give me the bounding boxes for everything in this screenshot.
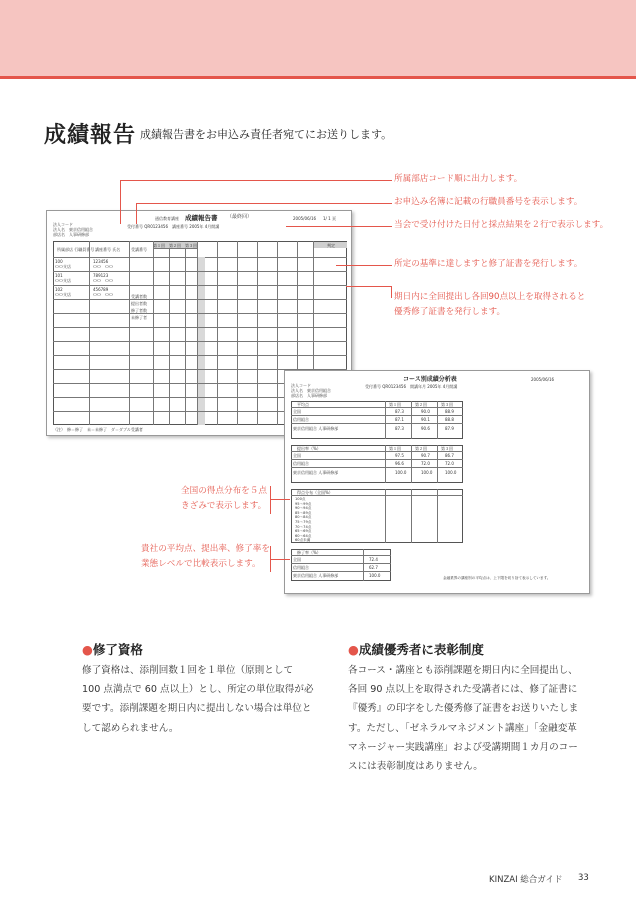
analysis-dist-row-label: 65〜69点 — [295, 529, 312, 534]
report-row-1-code: 100 — [55, 259, 63, 264]
leader-line-6 — [270, 499, 290, 500]
report-col-judge: 判定 — [327, 243, 335, 248]
analysis-avg-v: 87.3 — [395, 426, 404, 431]
callout-distribution-1: 全国の得点分布を５点 — [181, 486, 267, 496]
report-col-round-3: 第３回 — [185, 243, 197, 248]
footer-brand: KINZAI 総合ガイド — [489, 875, 563, 885]
report-row-1-name: ＯＯ ＯＯ — [93, 264, 113, 269]
analysis-sub-h3: 第３回 — [441, 446, 453, 451]
analysis-sub-h1: 第１回 — [389, 446, 401, 451]
report-code-2: 法人名 東京信用組合 — [53, 227, 93, 232]
analysis-comp-v3: 100.0 — [369, 573, 381, 578]
callout-department-order: 所属部店コード順に出力します。 — [394, 174, 523, 184]
callout-distribution-2: きざみで表示します。 — [181, 501, 267, 511]
analysis-dist-row-label: 70〜74点 — [295, 524, 312, 529]
analysis-comp-r2: 信用組合 — [293, 565, 309, 570]
analysis-sub-v: 100.0 — [421, 470, 433, 475]
callout-compare-1: 貴社の平均点、提出率、修了率を — [141, 544, 270, 554]
report-row-2-id: 789123 — [93, 273, 109, 278]
analysis-course: 受付番号 QR0123456 開講年月 2005年 4月開講 — [365, 384, 458, 389]
analysis-dist-row-label: 85〜89点 — [295, 510, 312, 515]
award-line-4: す。ただし、「ゼネラルマネジメント講座」「金融変革 — [348, 722, 577, 734]
analysis-sub-v: 90.7 — [421, 453, 430, 458]
analysis-dist-row-label: 80〜84点 — [295, 515, 312, 520]
leader-line-7 — [270, 559, 290, 560]
report-row-1-branch: ＯＯ支店 — [55, 264, 71, 269]
analysis-avg-v: 90.6 — [421, 426, 430, 431]
report-summary-2: 提出者数 — [131, 301, 147, 306]
report-col-left: 所属部店 行職員番号 — [57, 247, 95, 252]
callout-staff-number: お申込み名簿に記載の行職員番号を表示します。 — [394, 197, 583, 207]
section-heading-qualification: ●修了資格 — [82, 642, 143, 657]
analysis-avg-h1: 第１回 — [389, 402, 401, 407]
leader-line-3 — [286, 226, 392, 227]
analysis-section-comp: 修了率（%） — [297, 550, 321, 555]
report-title: 成績報告書 — [185, 214, 218, 222]
analysis-avg-v: 90.1 — [421, 417, 430, 422]
analysis-dist-row-label: 75〜79点 — [295, 520, 312, 524]
analysis-comp-v2: 62.7 — [369, 565, 378, 570]
analysis-dist-row-label: 95〜99点 — [295, 501, 312, 506]
analysis-section-avg: 平均点 — [297, 402, 309, 407]
analysis-comp-v1: 72.4 — [369, 557, 378, 562]
report-row-3-branch: ＯＯ支店 — [55, 292, 71, 297]
report-col-round-2: 第２回 — [169, 243, 181, 248]
analysis-sub-v: 72.0 — [421, 461, 430, 466]
report-course: 受付番号 QR0123456 講座番号 2005年 4月開講 — [127, 224, 220, 229]
report-page: 1/ 1 頁 — [323, 216, 336, 221]
analysis-avg-h2: 第２回 — [415, 402, 427, 407]
report-summary-3: 修了者数 — [131, 308, 147, 313]
report-col-round-1: 第１回 — [153, 243, 165, 248]
qual-line-1: 修了資格は、添削回数１回を１単位（原則として — [82, 665, 294, 676]
analysis-sub-v: 100.0 — [395, 470, 407, 475]
analysis-sub-h2: 第２回 — [415, 446, 427, 451]
analysis-avg-v: 87.3 — [395, 409, 404, 414]
award-line-2: 各回 90 点以上を取得された受講者には、修了証書に — [348, 684, 578, 696]
qual-line-3: 要です。添削課題を期日内に提出しない場合は単位と — [82, 703, 312, 715]
analysis-code-2: 法人名 東京信用組合 — [291, 388, 331, 393]
analysis-sub-r3: 東京信用組合 人事研修部 — [293, 470, 339, 475]
callout-excellent-2: 優秀修了証書を発行します。 — [394, 307, 506, 317]
analysis-sub-v: 100.0 — [445, 470, 457, 475]
qual-line-4: して認められません。 — [82, 722, 179, 734]
analysis-sub-v: 96.6 — [395, 461, 404, 466]
leader-line-5 — [346, 286, 392, 287]
analysis-sub-r2: 信用組合 — [293, 461, 309, 466]
analysis-avg-v: 88.8 — [445, 417, 454, 422]
page-subtitle: 成績報告書をお申込み責任者宛てにお送りします。 — [140, 128, 393, 141]
analysis-sheet — [284, 370, 590, 594]
report-row-2-name: ＯＯ ＯＯ — [93, 278, 113, 283]
report-col-name: 講座番号 氏名 — [95, 247, 121, 252]
analysis-dist-row-label: 90〜94点 — [295, 506, 312, 511]
leader-line-2 — [136, 203, 392, 204]
analysis-comp-r1: 全国 — [293, 557, 301, 562]
section-body-qualification — [82, 661, 322, 738]
report-row-3-name: ＯＯ ＯＯ — [93, 292, 113, 297]
analysis-title: コース別成績分析表 — [403, 376, 457, 383]
analysis-date: 2005/06/16 — [531, 377, 555, 382]
analysis-sub-v: 86.7 — [445, 453, 454, 458]
analysis-avg-v: 88.9 — [445, 409, 454, 414]
analysis-comp-r3: 東京信用組合 人事研修部 — [293, 573, 339, 578]
callout-date-score: 当会で受け付けた日付と採点結果を２行で表示します。 — [394, 220, 609, 230]
report-col-receive: 受講番号 — [131, 247, 147, 252]
leader-line-1 — [120, 180, 392, 181]
analysis-code-3: 部店名 人事研修部 — [291, 393, 327, 398]
report-doc-type: 通信教育講座 — [155, 216, 179, 221]
analysis-section-sub: 提出率（%） — [297, 446, 321, 451]
analysis-avg-h3: 第３回 — [441, 402, 453, 407]
analysis-foot-note: 金融業界の講座別の平均点は、上下限を切り捨て表示しています。 — [443, 576, 551, 580]
award-line-6: スには表彰制度はありません。 — [348, 761, 483, 773]
report-code-1: 法人コード — [53, 222, 73, 227]
report-row-3-code: 102 — [55, 287, 63, 292]
analysis-avg-r1: 全国 — [293, 409, 301, 414]
callout-certificate: 所定の基準に達しますと修了証書を発行します。 — [394, 259, 583, 269]
report-title-suffix: （最終回） — [227, 214, 253, 220]
analysis-avg-v: 87.9 — [445, 426, 454, 431]
analysis-section-dist: 得点分布（全国%） — [297, 490, 333, 495]
analysis-dist-row-label: 60〜64点 — [295, 533, 312, 538]
header-rule — [0, 76, 636, 79]
header-band — [0, 0, 636, 76]
report-row-2-branch: ＯＯ支店 — [55, 278, 71, 283]
report-summary-4: 未修了者 — [131, 315, 147, 320]
qual-line-2: 100 点満点で 60 点以上）とし、所定の単位取得が必 — [82, 684, 314, 696]
section-heading-award: ●成績優秀者に表彰制度 — [348, 642, 484, 657]
page-title: 成績報告 — [44, 123, 137, 148]
analysis-sub-r1: 全国 — [293, 453, 301, 458]
report-note: （注） 修＝修了 未＝未修了 ダ＝ダブル受講者 — [53, 427, 143, 432]
leader-line-4 — [336, 265, 392, 266]
callout-excellent-1: 期日内に全回提出し各回90点以上を取得されると — [394, 292, 586, 302]
report-date: 2005/06/16 — [293, 216, 317, 221]
analysis-avg-v: 90.0 — [421, 409, 430, 414]
analysis-avg-v: 87.1 — [395, 417, 404, 422]
report-row-1-id: 123456 — [93, 259, 109, 264]
report-row-2-code: 101 — [55, 273, 63, 278]
analysis-code-1: 法人コード — [291, 383, 311, 388]
analysis-avg-r2: 信用組合 — [293, 417, 309, 422]
award-line-5: マネージャー実践講座」および受講期間１カ月のコー — [348, 741, 578, 753]
analysis-dist-row-label: 100点 — [295, 497, 306, 501]
report-summary-1: 受講者数 — [131, 294, 147, 299]
section-body-award — [348, 661, 598, 776]
footer-page-number: 33 — [578, 873, 589, 883]
analysis-sub-v: 72.0 — [445, 461, 454, 466]
analysis-avg-r3: 東京信用組合 人事研修部 — [293, 426, 339, 431]
analysis-dist-row-label: 60点未満 — [295, 538, 311, 543]
award-line-1: 各コース・講座とも添削課題を期日内に全回提出し、 — [348, 665, 578, 676]
report-row-3-id: 456789 — [93, 287, 109, 292]
callout-compare-2: 業態レベルで比較表示します。 — [141, 559, 261, 569]
report-code-3: 部店名 人事研修部 — [53, 232, 89, 237]
award-line-3: 『優秀』の印字をした優秀修了証書をお送りいたしま — [348, 703, 579, 715]
analysis-sub-v: 97.5 — [395, 453, 404, 458]
